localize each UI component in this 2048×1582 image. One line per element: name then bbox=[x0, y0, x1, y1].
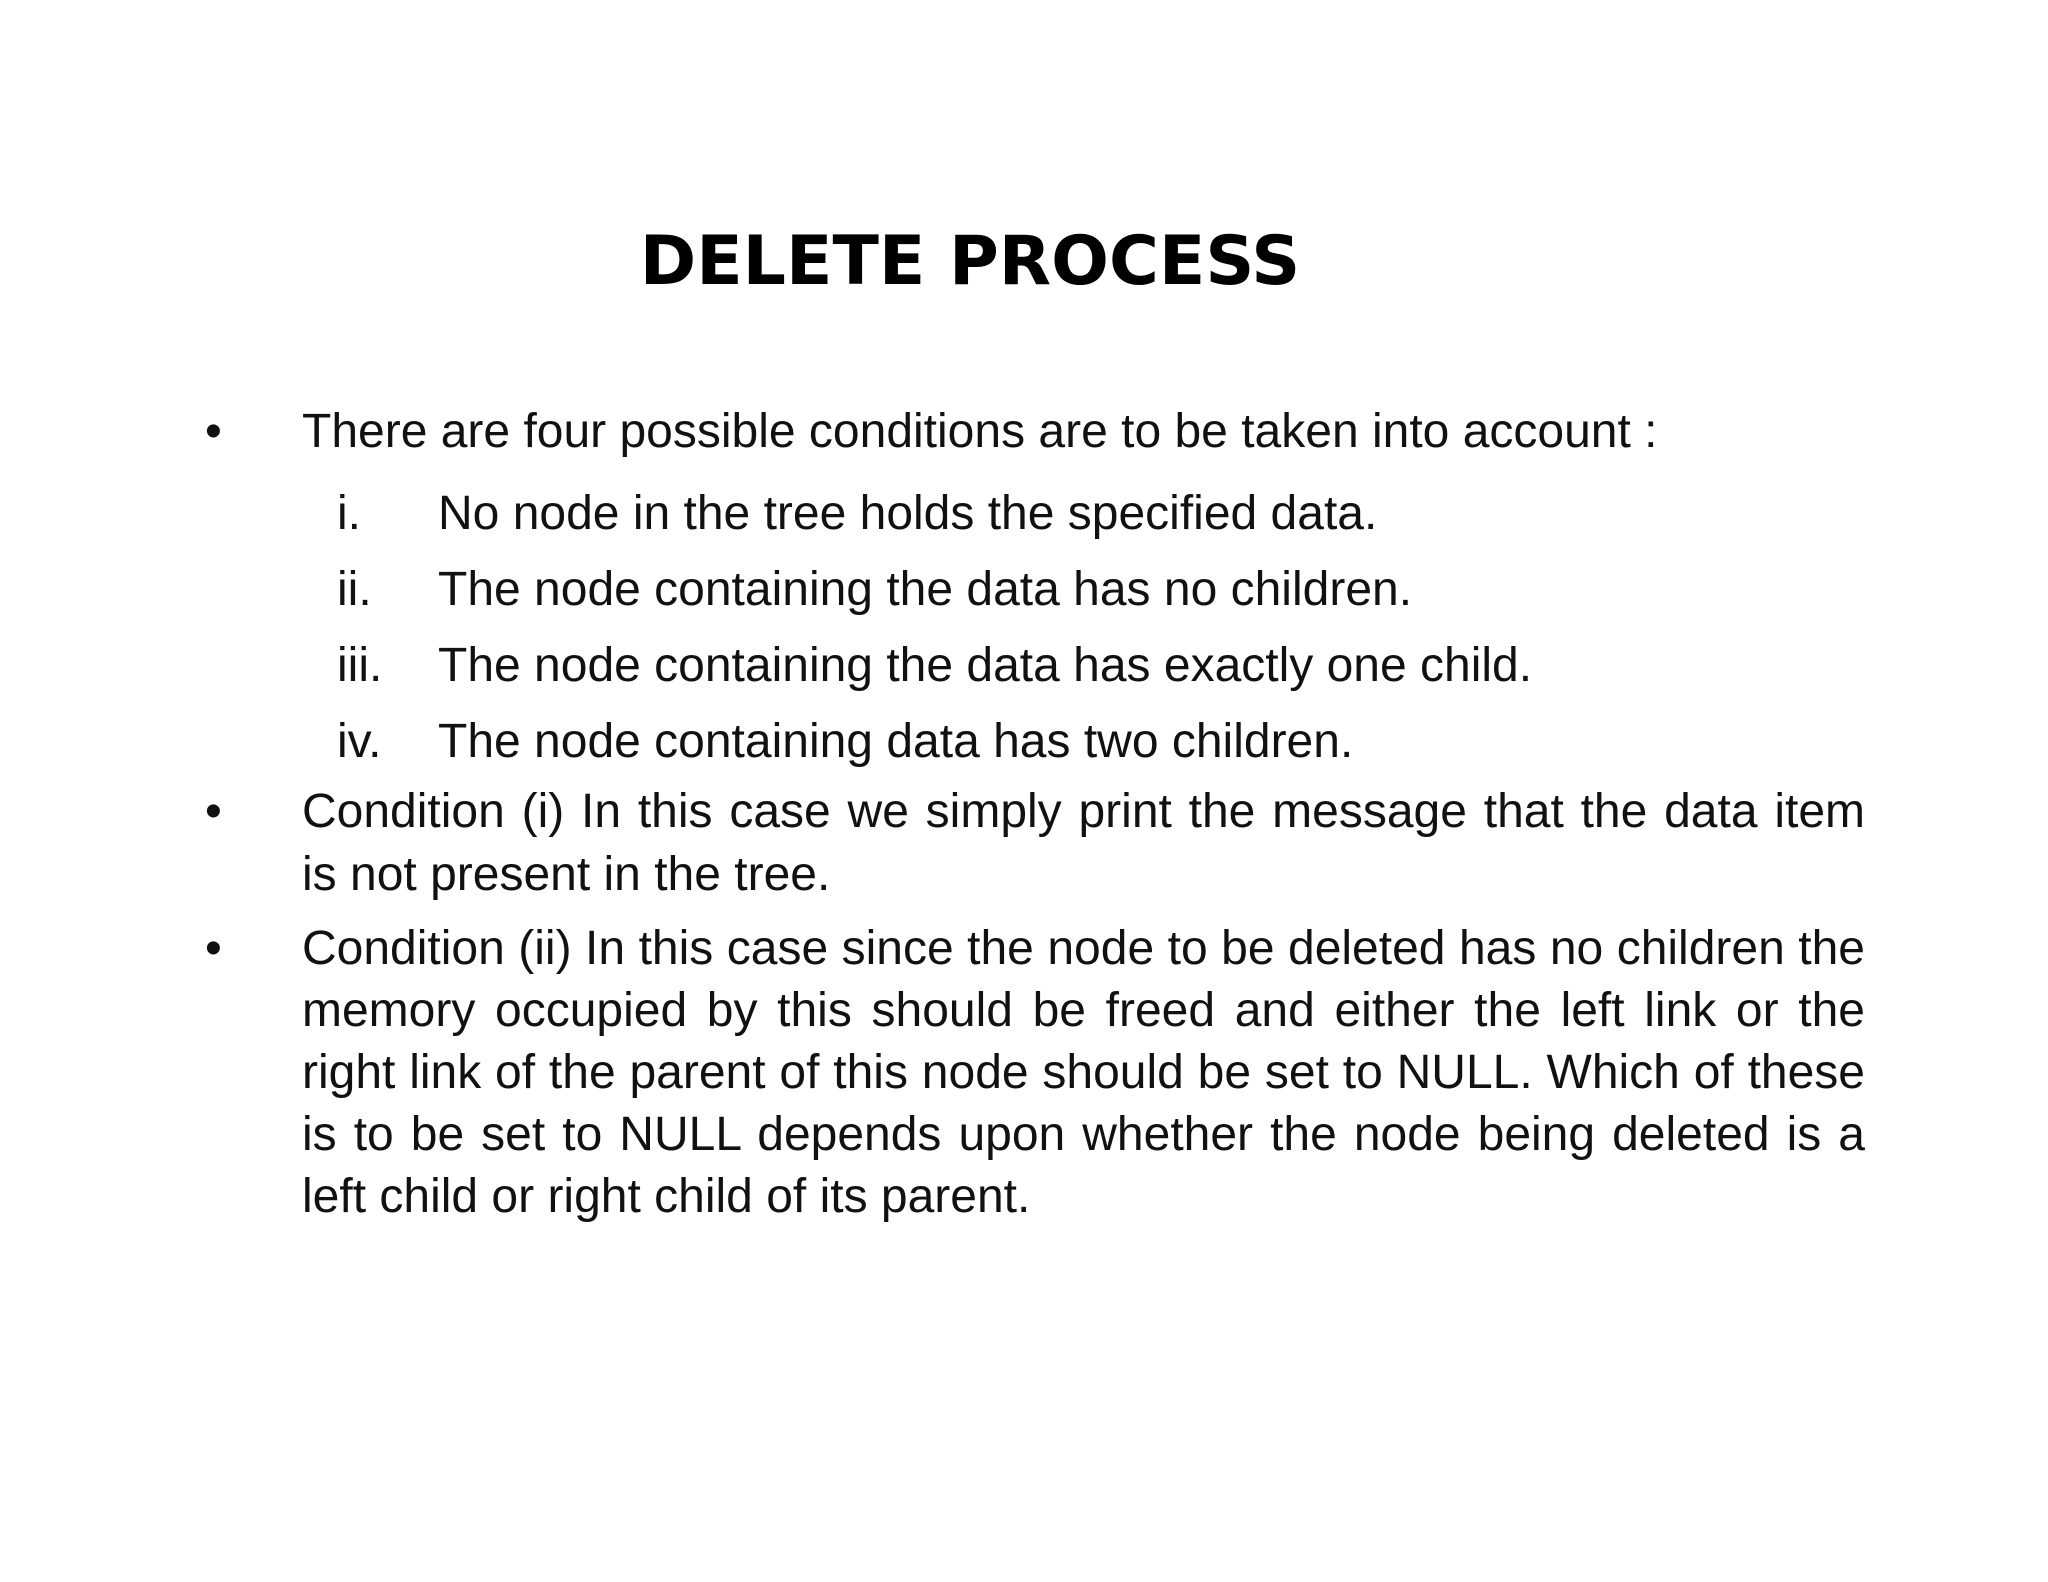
list-item bbox=[205, 552, 1865, 628]
slide-content bbox=[205, 400, 1865, 1228]
list-number: iii. bbox=[337, 639, 383, 692]
list-text: The node containing the data has exactly one child. bbox=[438, 639, 1533, 692]
list-item bbox=[205, 628, 1865, 704]
bullet-item bbox=[205, 780, 1865, 906]
list-text: The node containing data has two children. bbox=[438, 715, 1354, 768]
bullet-item bbox=[205, 918, 1865, 1228]
bullet-item bbox=[205, 400, 1865, 463]
list-item bbox=[205, 704, 1865, 780]
list-item bbox=[205, 476, 1865, 552]
bullet-text: Condition (ii) In this case since the node to be deleted has no children the memory occupied by this should be freed and either the left link or the right link of the parent of this node should be set to NULL. Which of these is to be set to NULL depends upon whether the node being deleted is a left child or right child of its parent. bbox=[302, 922, 1865, 1223]
list-text: No node in the tree holds the specified data. bbox=[438, 487, 1378, 540]
list-number: iv. bbox=[337, 715, 382, 768]
list-number: ii. bbox=[337, 563, 372, 616]
bullet-text: Condition (i) In this case we simply print the message that the data item is not present in the tree. bbox=[302, 785, 1865, 901]
bullet-text: There are four possible conditions are to be taken into account : bbox=[302, 405, 1658, 458]
bullet-mark: • bbox=[205, 922, 222, 975]
bullet-mark: • bbox=[205, 405, 222, 458]
list-text: The node containing the data has no children. bbox=[438, 563, 1413, 616]
slide-title: DELETE PROCESS bbox=[639, 222, 1301, 301]
bullet-mark: • bbox=[205, 785, 222, 838]
list-number: i. bbox=[337, 487, 361, 540]
condition-list bbox=[205, 476, 1865, 780]
